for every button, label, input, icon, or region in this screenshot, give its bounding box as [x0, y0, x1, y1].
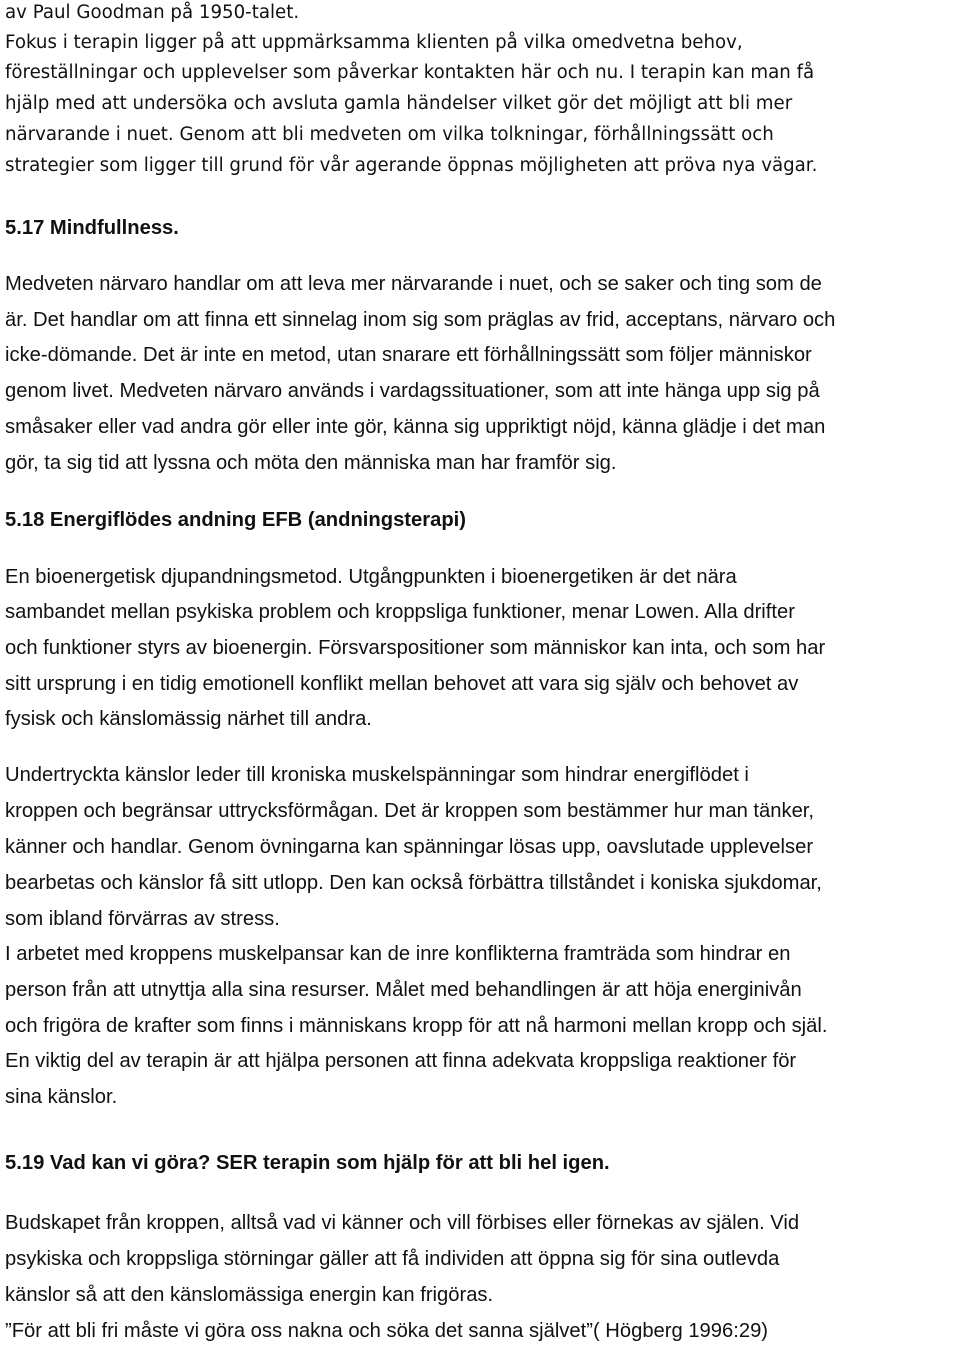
text-line: strategier som ligger till grund för vår agerande öppnas möjligheten att pröva nya vägar.	[5, 155, 818, 176]
text-line: I arbetet med kroppens muskelpansar kan de inre konflikterna framträda som hindrar en	[5, 943, 791, 965]
text-line: som ibland förvärras av stress.	[5, 908, 280, 930]
text-line: person från att utnyttja alla sina resurser. Målet med behandlingen är att höja energinivån	[5, 979, 802, 1001]
section-heading-5-18: 5.18 Energiflödes andning EFB (andningsterapi)	[5, 509, 467, 531]
section-heading-5-17: 5.17 Mindfullness.	[5, 217, 179, 239]
text-line: genom livet. Medveten närvaro används i vardagssituationer, som att inte hänga upp sig på	[5, 380, 820, 402]
text-line: fysisk och känslomässig närhet till andra.	[5, 708, 372, 730]
text-line: känslor så att den känslomässiga energin kan frigöras.	[5, 1284, 494, 1306]
text-line: småsaker eller vad andra gör eller inte gör, känna sig uppriktigt nöjd, känna glädje i det man	[5, 416, 826, 438]
text-line: sitt ursprung i en tidig emotionell konflikt mellan behovet att vara sig själv och behovet av	[5, 673, 799, 695]
text-line: psykiska och kroppsliga störningar gäller att få individen att öppna sig för sina outlevda	[5, 1248, 780, 1270]
text-line: En viktig del av terapin är att hjälpa personen att finna adekvata kroppsliga reaktioner för	[5, 1050, 797, 1072]
text-line: sambandet mellan psykiska problem och kroppsliga funktioner, menar Lowen. Alla drifter	[5, 601, 795, 623]
text-line: bearbetas och känslor få sitt utlopp. Den kan också förbättra tillståndet i koniska sjukdomar,	[5, 872, 822, 894]
text-line: Budskapet från kroppen, alltså vad vi känner och vill förbises eller förnekas av själen. Vid	[5, 1212, 800, 1234]
text-line: föreställningar och upplevelser som påverkar kontakten här och nu. I terapin kan man få	[5, 62, 815, 83]
text-line: av Paul Goodman på 1950-talet.	[5, 2, 300, 23]
quote-line: ”För att bli fri måste vi göra oss nakna och söka det sanna självet”( Högberg 1996:29)	[5, 1320, 769, 1342]
section-heading-5-19: 5.19 Vad kan vi göra? SER terapin som hjälp för att bli hel igen.	[5, 1152, 610, 1174]
text-line: är. Det handlar om att finna ett sinnelag inom sig som präglas av frid, acceptans, närvaro och	[5, 309, 836, 331]
text-line: En bioenergetisk djupandningsmetod. Utgångpunkten i bioenergetiken är det nära	[5, 566, 737, 588]
text-line: gör, ta sig tid att lyssna och möta den människa man har framför sig.	[5, 452, 617, 474]
text-line: närvarande i nuet. Genom att bli medveten om vilka tolkningar, förhållningssätt och	[5, 124, 774, 145]
text-line: känner och handlar. Genom övningarna kan spänningar lösas upp, oavslutade upplevelser	[5, 836, 814, 858]
text-line: kroppen och begränsar uttrycksförmågan. Det är kroppen som bestämmer hur man tänker,	[5, 800, 815, 822]
text-line: Undertryckta känslor leder till kroniska muskelspänningar som hindrar energiflödet i	[5, 764, 749, 786]
text-line: hjälp med att undersöka och avsluta gamla händelser vilket gör det möjligt att bli mer	[5, 93, 793, 114]
text-line: Fokus i terapin ligger på att uppmärksamma klienten på vilka omedvetna behov,	[5, 32, 743, 53]
text-line: och funktioner styrs av bioenergin. Försvarspositioner som människor kan inta, och som har	[5, 637, 826, 659]
text-line: icke-dömande. Det är inte en metod, utan snarare ett förhållningssätt som följer människor	[5, 344, 812, 366]
text-line: Medveten närvaro handlar om att leva mer närvarande i nuet, och se saker och ting som de	[5, 273, 822, 295]
text-line: och frigöra de krafter som finns i människans kropp för att nå harmoni mellan kropp och själ.	[5, 1015, 828, 1037]
text-line: sina känslor.	[5, 1086, 118, 1108]
